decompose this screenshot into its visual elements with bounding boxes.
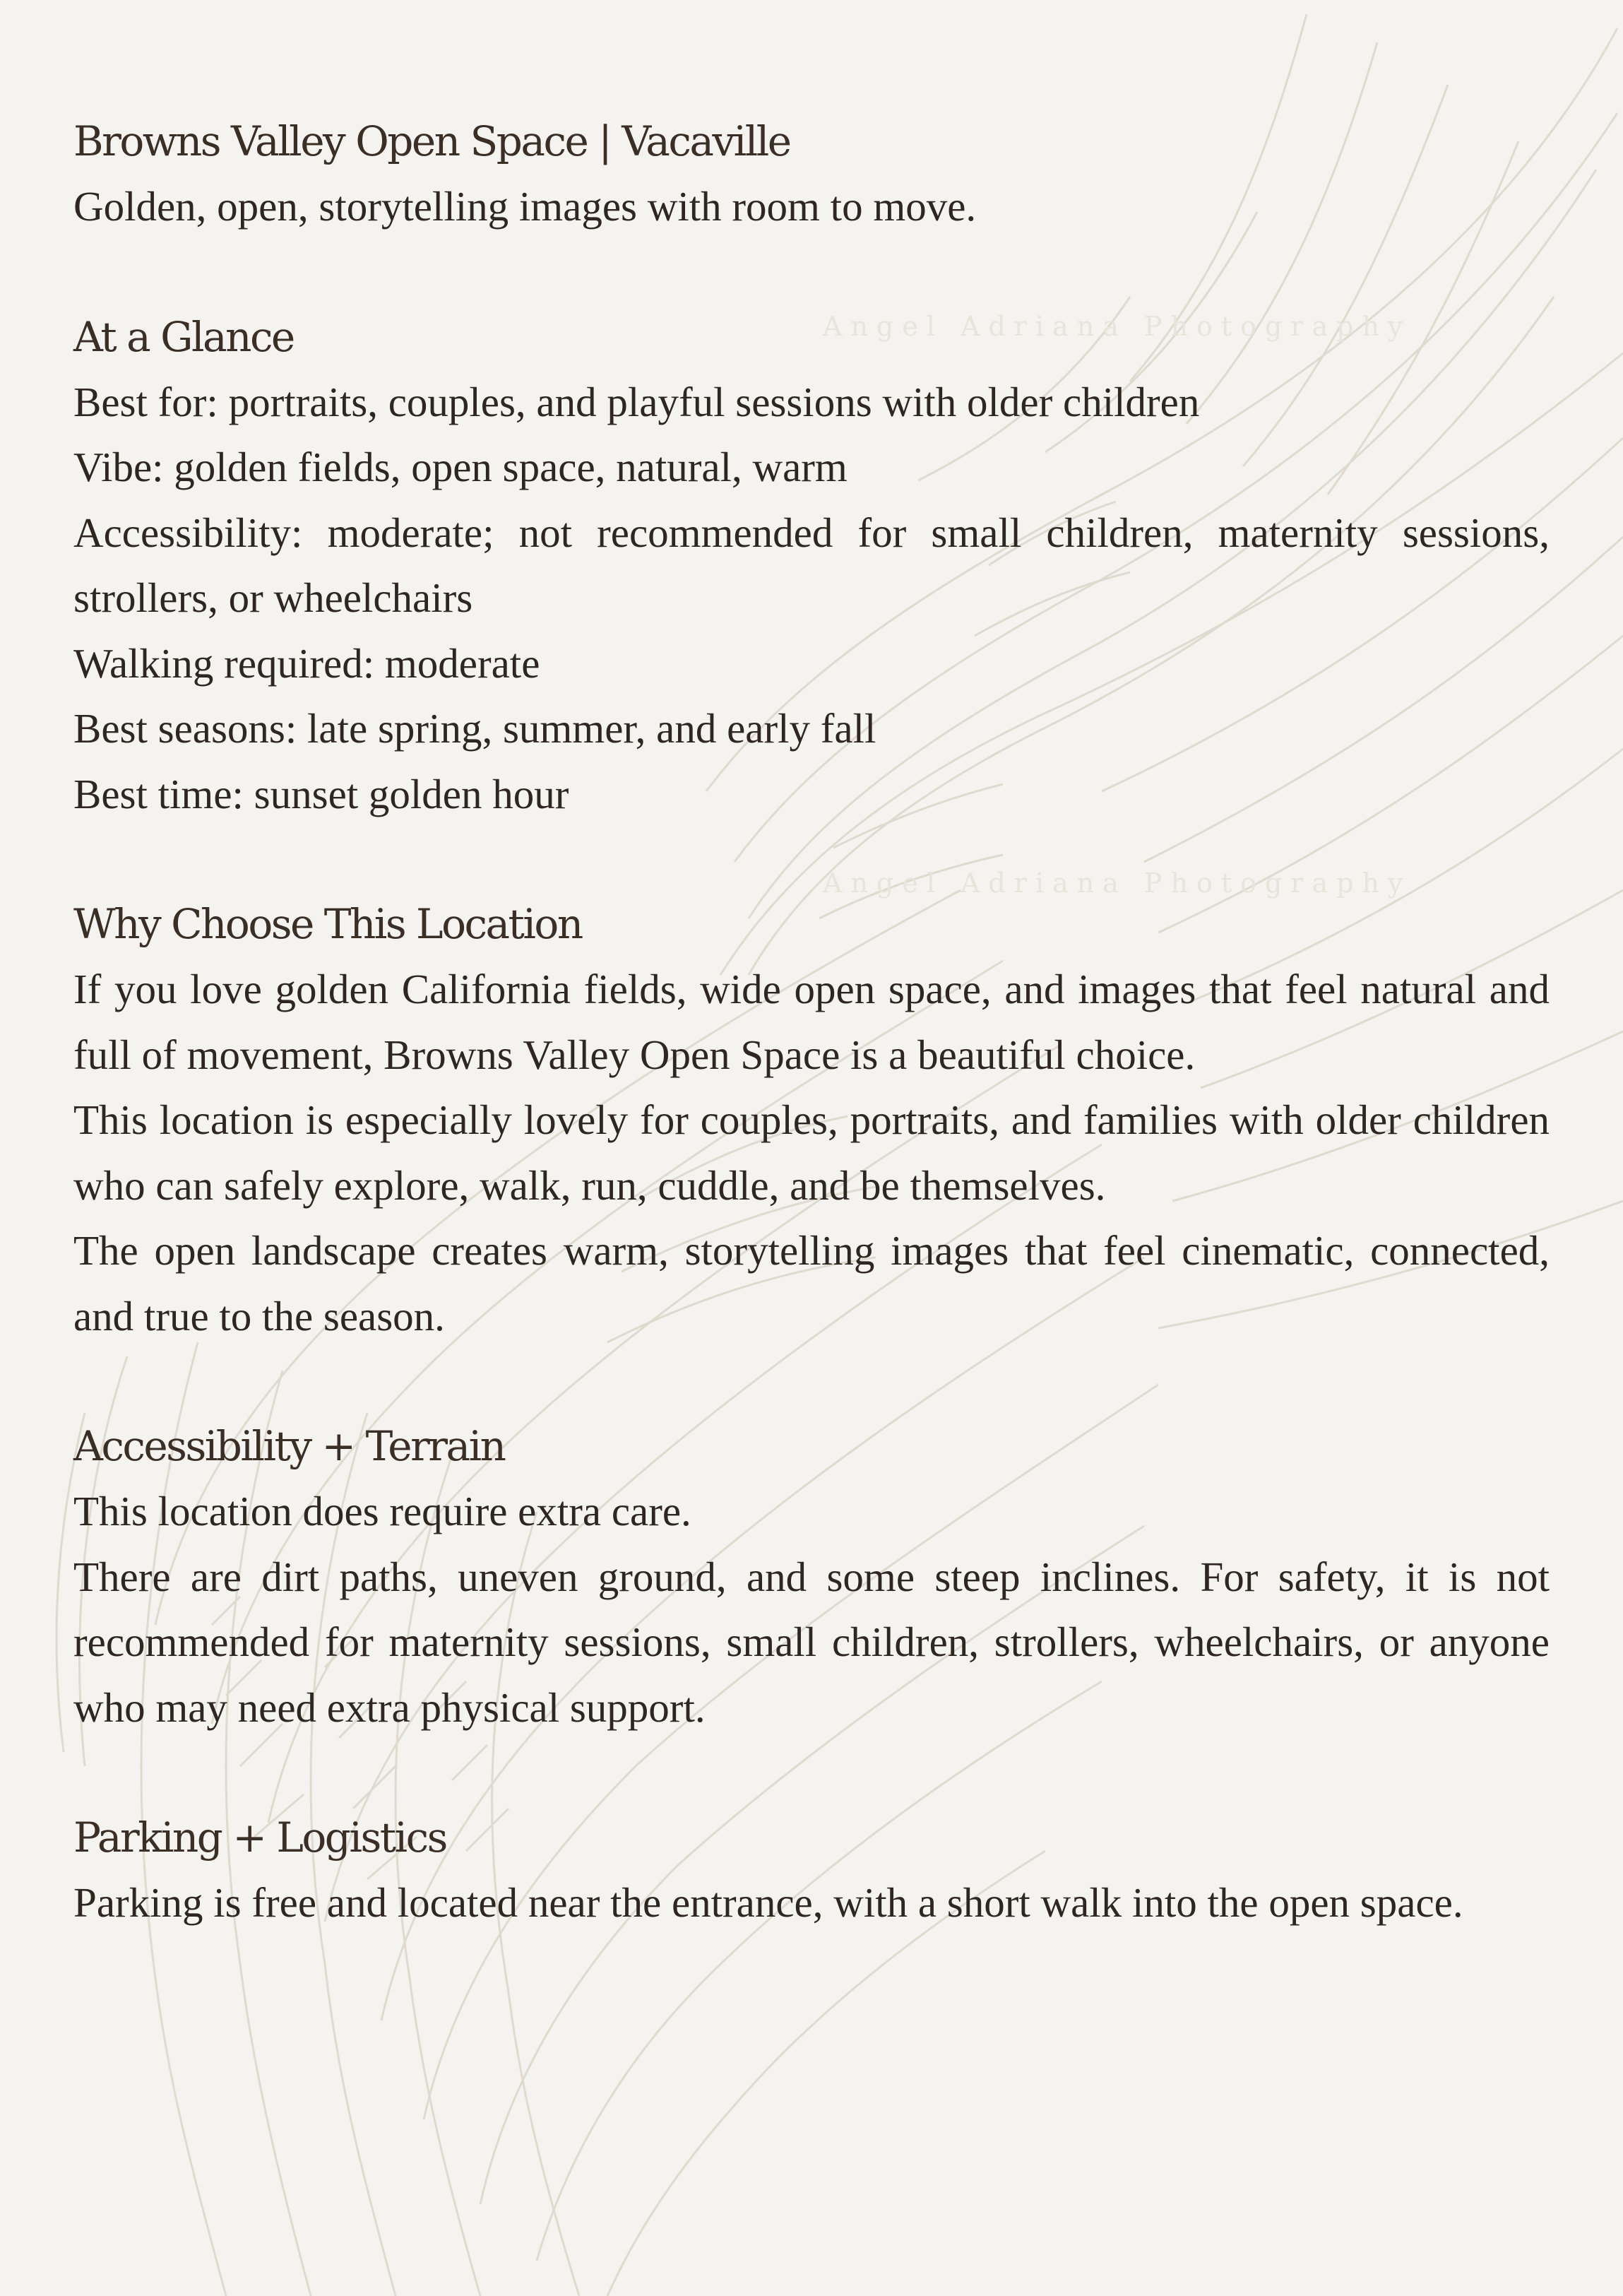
section-heading: Why Choose This Location <box>73 900 582 948</box>
glance-item: Vibe: golden fields, open space, natural, warm <box>73 444 848 490</box>
document-content <box>73 109 1550 2001</box>
section-heading: Accessibility + Terrain <box>73 1422 505 1470</box>
why-choose-section <box>73 892 1550 1349</box>
paragraph: Parking is free and located near the entrance, with a short walk into the open space. <box>73 1879 1463 1926</box>
watermark: Angel Adriana Photography <box>823 311 1412 342</box>
glance-item: Walking required: moderate <box>73 639 540 687</box>
glance-item: Accessibility: moderate; not recommended for small children, maternity sessions, strollers, or wheelchairs <box>73 509 1550 621</box>
paragraph: This location is especially lovely for couples, portraits, and families with older children who can safely explore, walk, run, cuddle, and be themselves. <box>73 1096 1550 1209</box>
paragraph: The open landscape creates warm, storytelling images that feel cinematic, connected, and true to the season. <box>73 1227 1550 1339</box>
glance-item: Best time: sunset golden hour <box>73 770 569 817</box>
glance-item: Best seasons: late spring, summer, and early fall <box>73 705 876 752</box>
watermark: Angel Adriana Photography <box>823 868 1412 899</box>
tagline: Golden, open, storytelling images with room to move. <box>73 183 977 230</box>
paragraph: This location does require extra care. <box>73 1488 691 1534</box>
paragraph: If you love golden California fields, wide open space, and images that feel natural and full of movement, Browns Valley Open Space is a beautiful choice. <box>73 966 1550 1078</box>
accessibility-section <box>73 1414 1550 1740</box>
at-a-glance-section <box>73 304 1550 827</box>
paragraph: There are dirt paths, uneven ground, and some steep inclines. For safety, it is not recommended for maternity sessions, small children, strollers, wheelchairs, or anyone who may need extra physical support. <box>73 1553 1550 1731</box>
page-title: Browns Valley Open Space | Vacaville <box>73 117 790 165</box>
section-heading: At a Glance <box>73 312 294 361</box>
glance-item: Best for: portraits, couples, and playful sessions with older children <box>73 378 1200 425</box>
intro-section <box>73 109 1550 239</box>
parking-section <box>73 1805 1550 1936</box>
section-heading: Parking + Logistics <box>73 1813 446 1862</box>
